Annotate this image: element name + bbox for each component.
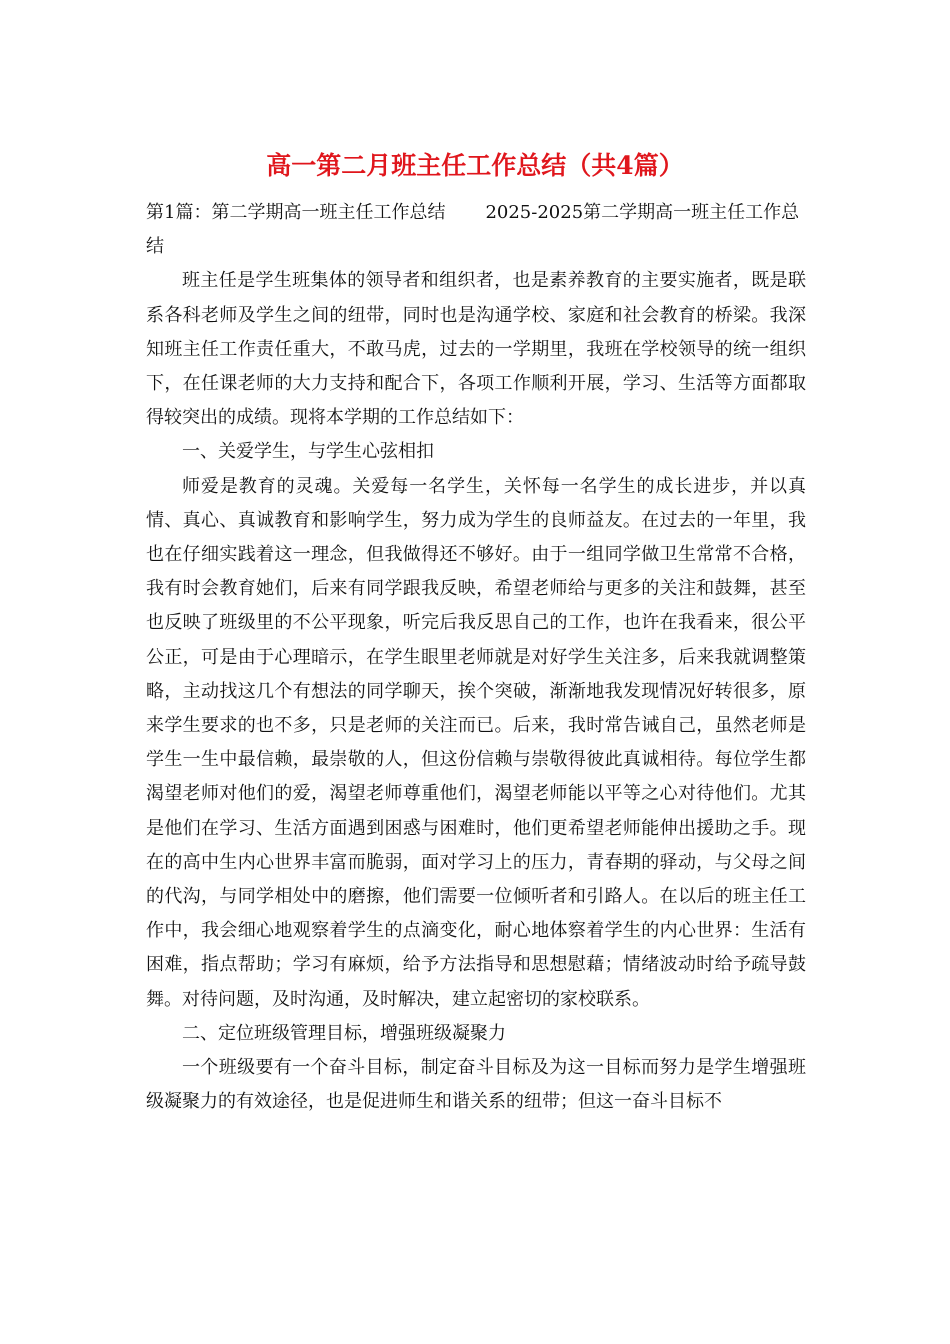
document-title: 高一第二月班主任工作总结（共4篇）	[266, 151, 684, 180]
chapter-label: 第1篇：第二学期高一班主任工作总结	[146, 202, 446, 223]
chapter-heading	[146, 196, 806, 264]
paragraph-intro: 班主任是学生班集体的领导者和组织者，也是素养教育的主要实施者，既是联系各科老师及学生之间的纽带，同时也是沟通学校、家庭和社会教育的桥梁。我深知班主任工作责任重大，不敢马虎，过去的一学期里，我班在学校领导的统一组织下，在任课老师的大力支持和配合下，各项工作顺利开展，学习、生活等方面都取得较突出的成绩。现将本学期的工作总结如下：	[146, 270, 806, 429]
paragraph-section-1: 师爱是教育的灵魂。关爱每一名学生，关怀每一名学生的成长进步，并以真情、真心、真诚教育和影响学生，努力成为学生的良师益友。在过去的一年里，我也在仔细实践着这一理念，但我做得还不够好。由于一组同学做卫生常常不合格，我有时会教育她们，后来有同学跟我反映，希望老师给与更多的关注和鼓舞，甚至也反映了班级里的不公平现象，听完后我反思自己的工作，也许在我看来，很公平公正，可是由于心理暗示，在学生眼里老师就是对好学生关注多，后来我就调整策略，主动找这几个有想法的同学聊天，挨个突破，渐渐地我发现情况好转很多，原来学生要求的也不多，只是老师的关注而已。后来，我时常告诫自己，虽然老师是学生一生中最信赖，最崇敬的人，但这份信赖与崇敬得彼此真诚相待。每位学生都渴望老师对他们的爱，渴望老师尊重他们，渴望老师能以平等之心对待他们。尤其是他们在学习、生活方面遇到困惑与困难时，他们更希望老师能伸出援助之手。现在的高中生内心世界丰富而脆弱，面对学习上的压力，青春期的驿动，与父母之间的代沟，与同学相处中的磨擦，他们需要一位倾听者和引路人。在以后的班主任工作中，我会细心地观察着学生的点滴变化，耐心地体察着学生的内心世界：生活有困难，指点帮助；学习有麻烦，给予方法指导和思想慰藉；情绪波动时给予疏导鼓舞。对待问题，及时沟通，及时解决，建立起密切的家校联系。	[146, 475, 806, 1010]
section-heading-2: 二、定位班级管理目标，增强班级凝聚力	[182, 1022, 506, 1044]
document-body	[146, 196, 806, 1119]
paragraph-section-2: 一个班级要有一个奋斗目标，制定奋斗目标及为这一目标而努力是学生增强班级凝聚力的有效途径，也是促进师生和谐关系的纽带；但这一奋斗目标不	[146, 1057, 806, 1113]
section-heading-1: 一、关爱学生，与学生心弦相扣	[182, 441, 434, 463]
chapter-subtitle: 2025-2025第二学期高一班主任工作总结	[146, 202, 800, 258]
